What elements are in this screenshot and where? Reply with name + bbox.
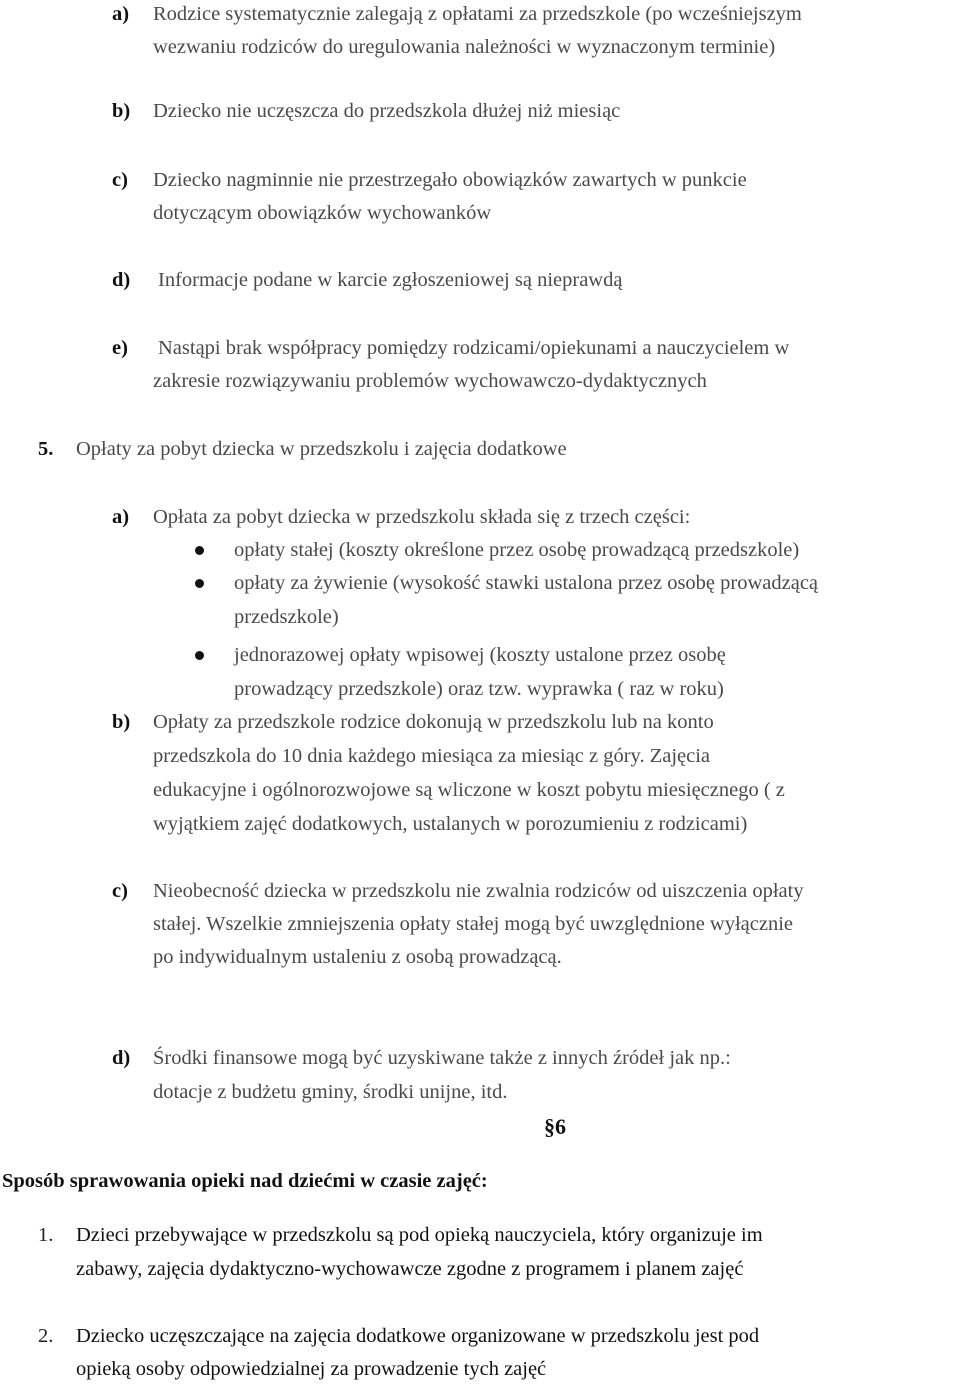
s5-item-label-d: d) xyxy=(112,1047,131,1069)
bullet-1-line-1: opłaty stałej (koszty określone przez osobę prowadzącą przedszkole) xyxy=(234,539,800,561)
s5-item-c-line-3: po indywidualnym ustaleniu z osobą prowadzącą. xyxy=(153,946,562,968)
bullet-icon xyxy=(195,579,204,588)
item-label-c: c) xyxy=(112,169,128,191)
item-label-b: b) xyxy=(112,100,131,122)
s5-item-a-line-1: Opłata za pobyt dziecka w przedszkolu składa się z trzech części: xyxy=(153,506,691,528)
item-d-line-1: Informacje podane w karcie zgłoszeniowej są nieprawdą xyxy=(158,269,623,291)
s6-item-1-line-2: zabawy, zajęcia dydaktyczno-wychowawcze zgodne z programem i planem zajęć xyxy=(76,1258,744,1280)
bullet-icon xyxy=(195,546,204,555)
item-label-a: a) xyxy=(112,3,130,25)
s5-item-b-line-1: Opłaty za przedszkole rodzice dokonują w przedszkolu lub na konto xyxy=(153,711,714,733)
item-b-line-1: Dziecko nie uczęszcza do przedszkola dłużej niż miesiąc xyxy=(153,100,621,122)
s5-item-b-line-3: edukacyjne i ogólnorozwojowe są wliczone w koszt pobytu miesięcznego ( z xyxy=(153,779,785,801)
s5-item-b-line-4: wyjątkiem zajęć dodatkowych, ustalanych w porozumieniu z rodzicami) xyxy=(153,813,748,835)
bullet-2-line-1: opłaty za żywienie (wysokość stawki ustalona przez osobę prowadzącą xyxy=(234,572,819,594)
s6-item-number-1: 1. xyxy=(38,1224,54,1246)
s5-item-label-a: a) xyxy=(112,506,130,528)
section6-heading: Sposób sprawowania opieki nad dziećmi w czasie zajęć: xyxy=(2,1170,488,1192)
s6-item-2-line-1: Dziecko uczęszczające na zajęcia dodatkowe organizowane w przedszkolu jest pod xyxy=(76,1325,760,1347)
s5-item-c-line-2: stałej. Wszelkie zmniejszenia opłaty stałej mogą być uwzględnione wyłącznie xyxy=(153,913,794,935)
s5-item-b-line-2: przedszkola do 10 dnia każdego miesiąca za miesiąc z góry. Zajęcia xyxy=(153,745,711,767)
s6-item-number-2: 2. xyxy=(38,1325,54,1347)
s5-item-label-b: b) xyxy=(112,711,131,733)
bullet-3-line-2: prowadzący przedszkole) oraz tzw. wyprawka ( raz w roku) xyxy=(234,678,724,700)
item-c-line-1: Dziecko nagminnie nie przestrzegało obowiązków zawartych w punkcie xyxy=(153,169,747,191)
item-c-line-2: dotyczącym obowiązków wychowanków xyxy=(153,202,492,224)
item-a-line-1: Rodzice systematycznie zalegają z opłatami za przedszkole (po wcześniejszym xyxy=(153,3,802,25)
s6-item-1-line-1: Dzieci przebywające w przedszkolu są pod opieką nauczyciela, który organizuje im xyxy=(76,1224,763,1246)
s5-item-label-c: c) xyxy=(112,880,128,902)
bullet-icon xyxy=(195,651,204,660)
s5-item-c-line-1: Nieobecność dziecka w przedszkolu nie zwalnia rodziców od uiszczenia opłaty xyxy=(153,880,804,902)
s5-item-d-line-1: Środki finansowe mogą być uzyskiwane także z innych źródeł jak np.: xyxy=(153,1047,731,1069)
s6-item-2-line-2: opieką osoby odpowiedzialnej za prowadzenie tych zajęć xyxy=(76,1358,547,1380)
bullet-2-line-2: przedszkole) xyxy=(234,606,339,628)
item-label-e: e) xyxy=(112,337,128,359)
item-e-line-2: zakresie rozwiązywaniu problemów wychowawczo-dydaktycznych xyxy=(153,370,707,392)
paragraph-mark: §6 xyxy=(544,1114,566,1139)
item-a-line-2: wezwaniu rodziców do uregulowania należności w wyznaczonym terminie) xyxy=(153,36,776,58)
s5-item-d-line-2: dotacje z budżetu gminy, środki unijne, itd. xyxy=(153,1081,508,1103)
section5-title: Opłaty za pobyt dziecka w przedszkolu i zajęcia dodatkowe xyxy=(76,438,567,460)
bullet-3-line-1: jednorazowej opłaty wpisowej (koszty ustalone przez osobę xyxy=(234,644,726,666)
item-e-line-1: Nastąpi brak współpracy pomiędzy rodzicami/opiekunami a nauczycielem w xyxy=(158,337,790,359)
section5-number: 5. xyxy=(38,438,54,460)
item-label-d: d) xyxy=(112,269,131,291)
